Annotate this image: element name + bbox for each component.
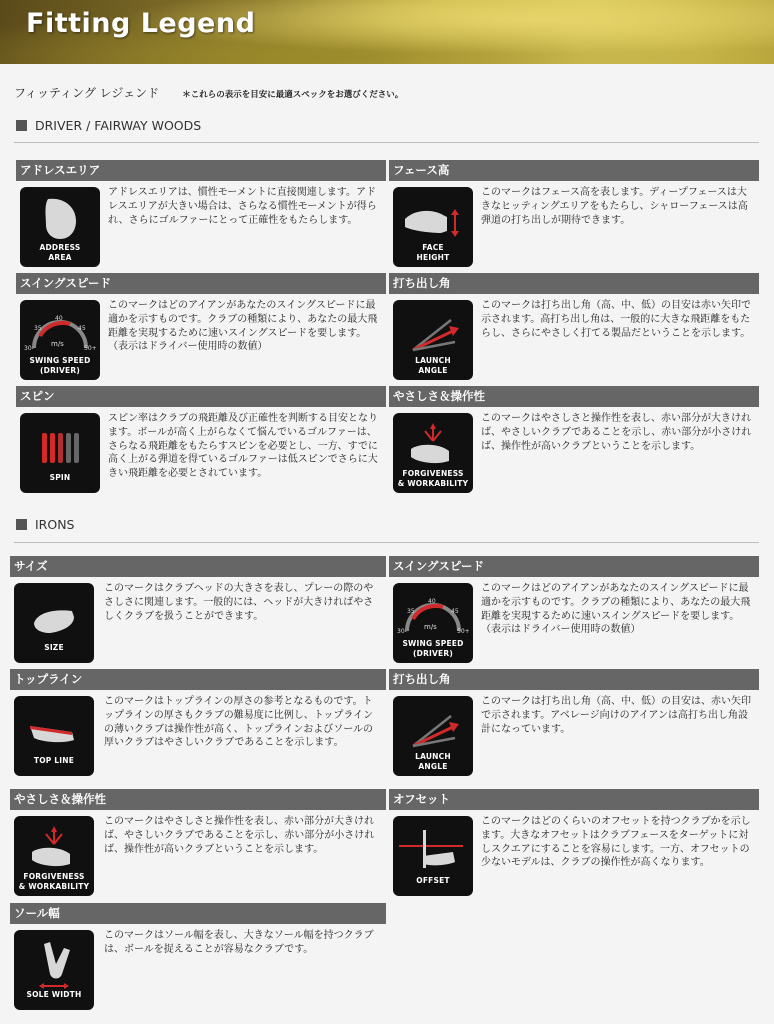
icon-label: & WORKABILITY xyxy=(397,479,469,488)
card-description: このマークはどのアイアンがあなたのスイングスピードに最適かを示すものです。クラブの種類により、あなたの最大飛距離を実現するために速いスイングスピードを要します。（表示はドライバー使用時の数値） xyxy=(481,583,751,636)
svg-text:50+: 50+ xyxy=(457,628,470,635)
icon-label: FORGIVENESS xyxy=(23,872,85,881)
offset-icon xyxy=(393,816,473,896)
swing-speed-icon xyxy=(20,300,100,380)
size-icon xyxy=(14,583,94,663)
card-title: アドレスエリア xyxy=(16,160,386,181)
card-title: サイズ xyxy=(10,556,386,577)
card-title: トップライン xyxy=(10,669,386,690)
svg-text:40: 40 xyxy=(428,598,436,605)
card-title: ソール幅 xyxy=(10,903,386,924)
page-title: Fitting Legend xyxy=(26,8,256,39)
card-description: このマークはやさしさと操作性を表し、赤い部分が大きければ、やさしいクラブであることを示し、赤い部分が小さければ、操作性が高いクラブということを示します。 xyxy=(481,413,752,452)
driver-section-rule xyxy=(14,142,759,143)
iron-card xyxy=(10,669,386,779)
card-description: このマークはクラブヘッドの大きさを表し、プレーの際のやさしさに関連します。一般的には、ヘッドが大きければやさしくクラブを扱うことができます。 xyxy=(104,583,374,622)
driver-card xyxy=(389,386,759,498)
driver-card xyxy=(389,160,759,270)
address-area-icon xyxy=(20,187,100,267)
card-title: フェース高 xyxy=(389,160,759,181)
card-description: このマークはトップラインの厚さの参考となるものです。トップラインの厚さもクラブの難易度に比例し、トップラインの薄いクラブは操作性が高く、トップラインおよびソールの厚いクラブはやさしいクラブであることを示します。 xyxy=(104,696,374,749)
card-title: やさしさ＆操作性 xyxy=(389,386,759,407)
icon-label: LAUNCH xyxy=(415,752,451,761)
icon-label: SWING SPEED xyxy=(402,639,464,648)
subtitle-row xyxy=(14,82,403,101)
driver-card xyxy=(389,273,759,383)
svg-text:m/s: m/s xyxy=(51,340,64,348)
selection-note: ＊これらの表示を目安に最適スペックをお選びください。 xyxy=(182,90,404,100)
svg-text:30-: 30- xyxy=(397,628,407,635)
card-title: 打ち出し角 xyxy=(389,669,759,690)
iron-card xyxy=(389,556,759,666)
icon-label: LAUNCH xyxy=(415,356,451,365)
section-square-icon xyxy=(16,120,27,131)
svg-text:45: 45 xyxy=(451,608,459,615)
irons-section-rule xyxy=(14,542,759,543)
page-subtitle: フィッティング レジェンド xyxy=(14,86,160,100)
card-description: このマークは打ち出し角（高、中、低）の目安は、赤い矢印で示されます。アベレージ向けのアイアンは高打ち出し角設計になっています。 xyxy=(481,696,751,735)
icon-label: TOP LINE xyxy=(33,756,75,765)
svg-text:35: 35 xyxy=(407,608,415,615)
svg-text:m/s: m/s xyxy=(424,623,437,631)
face-height-icon xyxy=(393,187,473,267)
irons-section-heading: IRONS xyxy=(16,517,75,532)
section-square-icon xyxy=(16,519,27,530)
driver-card xyxy=(16,386,386,498)
svg-text:50+: 50+ xyxy=(84,345,97,352)
title-banner xyxy=(0,0,774,64)
iron-card xyxy=(389,669,759,779)
card-title: スピン xyxy=(16,386,386,407)
forgiveness-workability-icon xyxy=(393,413,473,493)
card-title: 打ち出し角 xyxy=(389,273,759,294)
svg-text:45: 45 xyxy=(78,325,86,332)
card-description: このマークはフェース高を表します。ディープフェースは大きなヒッティングエリアをもたらし、シャローフェースは高弾道の打ち出しが期待できます。 xyxy=(481,187,748,226)
spin-icon xyxy=(20,413,100,493)
card-description: このマークはどのくらいのオフセットを持つクラブかを示します。大きなオフセットはクラブフェースをターゲットに対しスクエアにすることを容易にします。一方、オフセットの少ないモデルは、クラブの操作性が高くなります。 xyxy=(481,816,751,869)
svg-text:35: 35 xyxy=(34,325,42,332)
icon-label: SWING SPEED xyxy=(29,356,91,365)
driver-card xyxy=(16,273,386,383)
driver-card xyxy=(16,160,386,270)
icon-label: HEIGHT xyxy=(416,253,450,262)
card-description: アドレスエリアは、慣性モーメントに直接関連します。アドレスエリアが大きい場合は、さらなる慣性モーメントが得られ、さらにゴルファーにとって正確性をもたらします。 xyxy=(108,187,377,226)
card-title: スイングスピード xyxy=(16,273,386,294)
card-description: このマークはソール幅を表し、大きなソール幅を持つクラブは、ボールを捉えることが容易なクラブです。 xyxy=(104,930,374,955)
icon-label: SOLE WIDTH xyxy=(26,990,82,999)
card-title: やさしさ＆操作性 xyxy=(10,789,386,810)
launch-angle-icon xyxy=(393,300,473,380)
forgiveness-workability-icon xyxy=(14,816,94,896)
driver-section-heading: DRIVER / FAIRWAY WOODS xyxy=(16,118,201,133)
icon-label: (DRIVER) xyxy=(413,649,453,658)
card-description: このマークはどのアイアンがあなたのスイングスピードに最適かを示すものです。クラブの種類により、あなたの最大飛距離を実現するために速いスイングスピードを要します。（表示はドライバー使用時の数値） xyxy=(108,300,378,353)
sole-width-icon xyxy=(14,930,94,1010)
icon-label: & WORKABILITY xyxy=(18,882,90,891)
card-description: このマークはやさしさと操作性を表し、赤い部分が大きければ、やさしいクラブであることを示し、赤い部分が小さければ、操作性が高いクラブということを示します。 xyxy=(104,816,375,855)
card-description: スピン率はクラブの飛距離及び正確性を判断する目安となります。ボールが高く上がらなくて悩んでいるゴルファーは、さらなる飛距離をもたらすスピンを必要とし、一方、すでに高く上がる弾道を得ているゴルファーは低スピンでさらに大きい飛距離を必要とされています。 xyxy=(108,413,378,480)
card-description: このマークは打ち出し角（高、中、低）の目安は赤い矢印で示されます。高打ち出し角は、一般的に大きな飛距離をもたらし、さらにやさしく打てる製品だということを示します。 xyxy=(481,300,751,339)
icon-label: SPIN xyxy=(49,473,71,482)
top-line-icon xyxy=(14,696,94,776)
iron-card xyxy=(10,903,386,1015)
icon-label: ANGLE xyxy=(418,762,448,771)
icon-label: AREA xyxy=(48,253,72,262)
icon-label: (DRIVER) xyxy=(40,366,80,375)
card-title: スイングスピード xyxy=(389,556,759,577)
swing-speed-icon xyxy=(393,583,473,663)
icon-label: FACE xyxy=(422,243,444,252)
launch-angle-icon xyxy=(393,696,473,776)
iron-card xyxy=(389,789,759,901)
iron-card xyxy=(10,556,386,666)
icon-label: SIZE xyxy=(44,643,64,652)
iron-card xyxy=(10,789,386,901)
card-title: オフセット xyxy=(389,789,759,810)
icon-label: FORGIVENESS xyxy=(402,469,464,478)
icon-label: ANGLE xyxy=(418,366,448,375)
icon-label: OFFSET xyxy=(416,876,450,885)
svg-text:30-: 30- xyxy=(24,345,34,352)
icon-label: ADDRESS xyxy=(39,243,81,252)
svg-text:40: 40 xyxy=(55,315,63,322)
